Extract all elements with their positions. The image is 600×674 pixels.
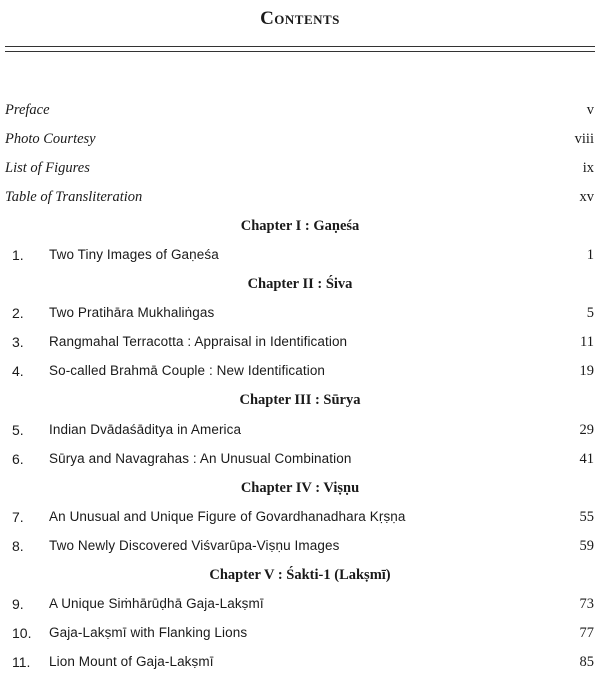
entry-title: Two Pratihāra Mukhaliṅgas <box>49 305 215 320</box>
chapter-heading: Chapter I : Gaṇeśa <box>240 218 360 234</box>
page-number: 1 <box>586 247 594 263</box>
page-number: 41 <box>579 451 594 467</box>
entry-number: 6. <box>12 451 24 467</box>
front-matter-title: Table of Transliteration <box>5 189 143 205</box>
entry-title: An Unusual and Unique Figure of Govardhanadhara Kṛṣṇa <box>49 509 406 524</box>
page-number: xv <box>579 189 594 205</box>
page-number: 77 <box>579 625 594 641</box>
chapter-heading: Chapter II : Śiva <box>247 276 353 292</box>
entry-number: 2. <box>12 305 24 321</box>
entry-title: Indian Dvādaśāditya in America <box>49 422 242 437</box>
page-number: 11 <box>580 334 594 350</box>
front-matter-title: List of Figures <box>5 160 90 176</box>
entry-title: So-called Brahmā Couple : New Identification <box>49 363 326 378</box>
entry-number: 4. <box>12 363 24 379</box>
page-number: 29 <box>579 422 594 438</box>
front-matter-title: Photo Courtesy <box>5 131 96 147</box>
page-number: viii <box>574 131 594 147</box>
entry-title: Two Tiny Images of Gaṇeśa <box>49 247 219 262</box>
page-number: 73 <box>579 596 594 612</box>
entry-number: 10. <box>12 625 32 641</box>
page-number: 5 <box>586 305 594 321</box>
entry-number: 1. <box>12 247 24 263</box>
page-number: 59 <box>579 538 594 554</box>
entry-title: Gaja-Lakṣmī with Flanking Lions <box>49 625 248 640</box>
entry-number: 7. <box>12 509 24 525</box>
front-matter-title: Preface <box>5 102 50 118</box>
chapter-heading: Chapter IV : Viṣṇu <box>240 480 360 496</box>
entry-number: 3. <box>12 334 24 350</box>
entry-title: A Unique Siṁhārūḍhā Gaja-Lakṣmī <box>49 596 264 611</box>
entry-number: 8. <box>12 538 24 554</box>
chapter-heading: Chapter III : Sūrya <box>239 392 361 408</box>
page-number: v <box>586 102 594 118</box>
entry-title: Lion Mount of Gaja-Lakṣmī <box>49 654 214 669</box>
title-rule-bottom <box>5 51 595 52</box>
page-number: 55 <box>579 509 594 525</box>
entry-number: 9. <box>12 596 24 612</box>
contents-title: Contents <box>260 8 340 29</box>
entry-number: 5. <box>12 422 24 438</box>
page-number: 19 <box>579 363 594 379</box>
title-rule-top <box>5 46 595 47</box>
page-number: ix <box>582 160 594 176</box>
entry-title: Two Newly Discovered Viśvarūpa-Viṣṇu Images <box>49 538 340 553</box>
entry-number: 11. <box>12 654 31 670</box>
entry-title: Sūrya and Navagrahas : An Unusual Combination <box>49 451 352 466</box>
page-number: 85 <box>579 654 594 670</box>
entry-title: Rangmahal Terracotta : Appraisal in Identification <box>49 334 348 349</box>
chapter-heading: Chapter V : Śakti-1 (Lakṣmī) <box>209 567 391 583</box>
